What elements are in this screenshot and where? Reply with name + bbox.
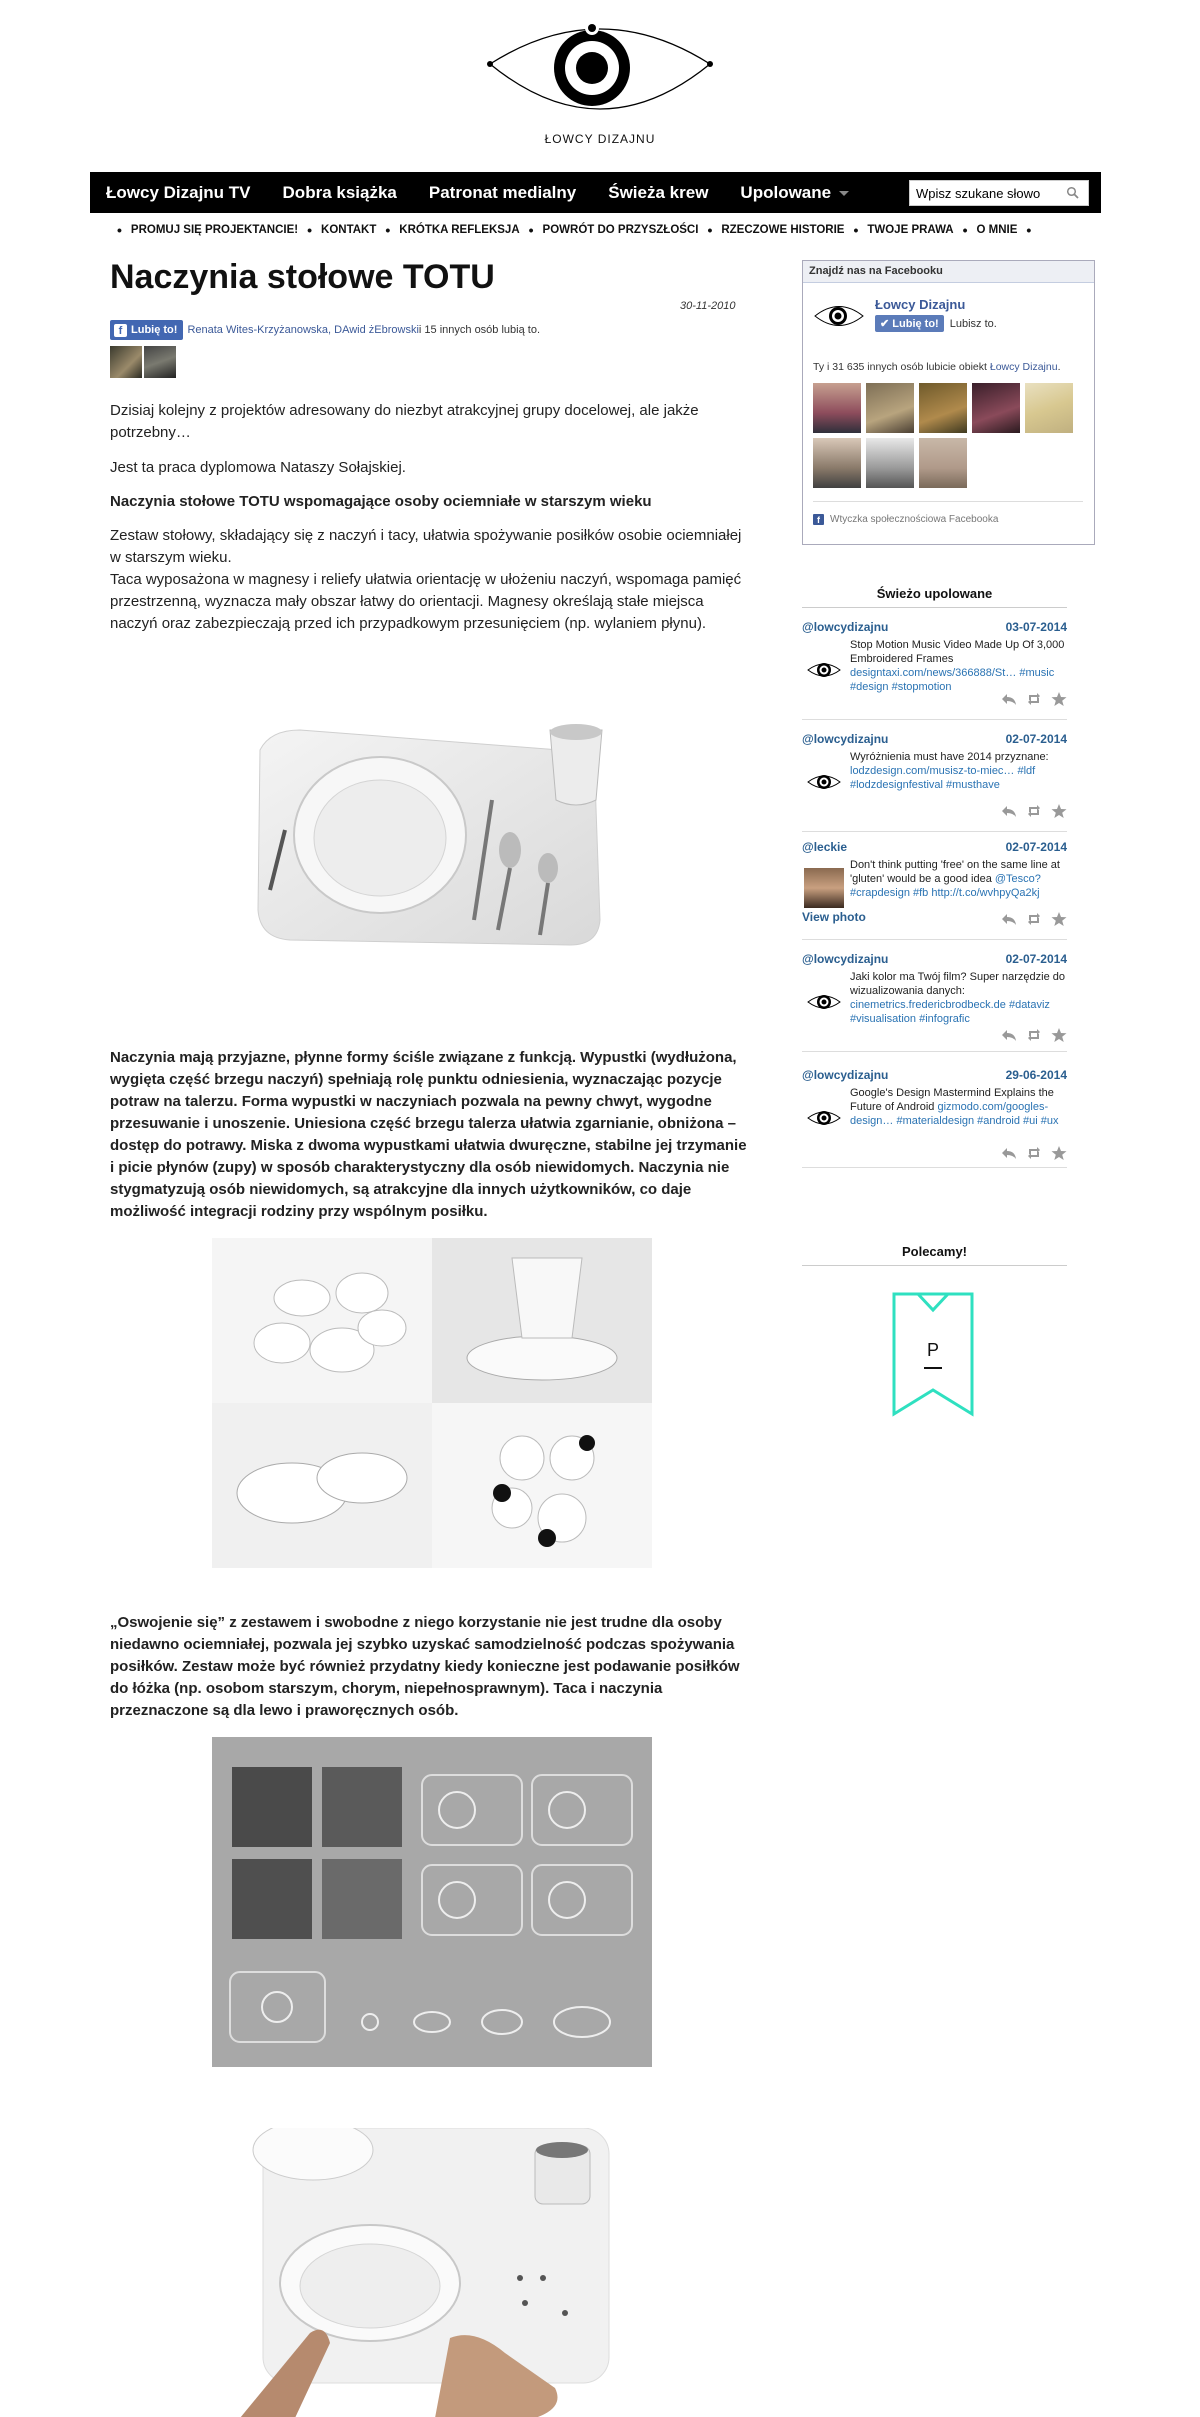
tweet-actions [1001, 804, 1067, 818]
search-input[interactable] [916, 186, 1066, 201]
article-paragraph: Dzisiaj kolejny z projektów adresowany do niezbyt atrakcyjnej grupy docelowej, ale jakże potrzebny… [110, 402, 699, 441]
bullet: • [307, 222, 313, 238]
tweet-actions [1001, 692, 1067, 706]
avatar[interactable] [866, 438, 914, 488]
nav-item-hunted-label: Upolowane [740, 182, 832, 202]
facebook-like-row [110, 320, 540, 340]
tweet-user[interactable]: @lowcydizajnu [802, 732, 889, 746]
liked-button-label: Lubię to! [892, 318, 939, 330]
fan-count-link[interactable]: Łowcy Dizajnu [989, 361, 1058, 373]
main-nav [90, 172, 1101, 213]
logo-caption: ŁOWCY DIZAJNU [544, 132, 656, 146]
tweet [802, 1068, 1067, 1168]
favorite-icon[interactable] [1051, 692, 1067, 706]
retweet-icon[interactable] [1026, 912, 1042, 926]
eye-logo-icon[interactable] [804, 1098, 844, 1138]
facebook-icon: f [813, 514, 824, 525]
bullet: • [853, 222, 859, 238]
tweet [802, 952, 1067, 1052]
facebook-fan-count [813, 361, 1060, 373]
tweet [802, 620, 1067, 720]
nav-item-tv[interactable]: Łowcy Dizajnu TV [106, 182, 251, 202]
like-rest: i 15 innych osób lubią to. [418, 324, 541, 336]
avatar[interactable] [866, 383, 914, 433]
avatar[interactable] [144, 346, 176, 378]
tweet-text [850, 638, 1067, 694]
facebook-icon: f [114, 324, 127, 337]
tweet-links[interactable]: designtaxi.com/news/366888/St… #music #design #stopmotion [850, 667, 1055, 693]
eye-logo-icon[interactable] [804, 650, 844, 690]
tweet-text [850, 858, 1067, 900]
subnav-item-about[interactable]: O MNIE [976, 224, 1018, 236]
tweet-body: Google's Design Mastermind Explains the Future of Android [850, 1087, 1054, 1113]
avatar[interactable] [813, 438, 861, 488]
nav-item-books[interactable]: Dobra książka [282, 182, 397, 202]
reply-icon[interactable] [1001, 692, 1017, 706]
tweet-date[interactable]: 29-06-2014 [1005, 1068, 1067, 1082]
tweet [802, 840, 1067, 940]
liked-button[interactable]: ✔ Lubię to! [875, 315, 944, 332]
eye-logo-icon[interactable] [813, 299, 865, 333]
tweet-body: Jaki kolor ma Twój film? Super narzędzie do wizualizowania danych: [850, 971, 1066, 997]
tweet-actions [1001, 1146, 1067, 1160]
facebook-page-info [813, 293, 1083, 343]
bullet: • [1026, 222, 1032, 238]
reply-icon[interactable] [1001, 804, 1017, 818]
reply-icon[interactable] [1001, 912, 1017, 926]
facebook-page-name[interactable]: Łowcy Dizajnu [875, 297, 966, 312]
retweet-icon[interactable] [1026, 692, 1042, 706]
tweet-user[interactable]: @lowcydizajnu [802, 952, 889, 966]
tweet-links[interactable]: lodzdesign.com/musisz-to-miec… #ldf #lodzdesignfestival #musthave [850, 765, 1036, 791]
site-header [0, 0, 1200, 165]
subnav-item-future[interactable]: POWRÓT DO PRZYSZŁOŚCI [542, 224, 699, 236]
fresh-heading: Świeżo upolowane [802, 586, 1067, 608]
fan-count-text: Ty i 31 635 innych osób lubicie obiekt [813, 361, 990, 373]
recommend-heading: Polecamy! [802, 1244, 1067, 1266]
like-names[interactable]: Renata Wites-Krzyżanowska, DAwid żEbrowski [187, 324, 419, 336]
article-paragraph: Naczynia stołowe TOTU wspomagające osoby ociemniałe w starszym wieku [110, 493, 652, 510]
tweet-body: Wyróżnienia must have 2014 przyznane: [850, 751, 1049, 763]
fan-count-end: . [1057, 361, 1061, 373]
reply-icon[interactable] [1001, 1028, 1017, 1042]
favorite-icon[interactable] [1051, 912, 1067, 926]
tweet-date[interactable]: 02-07-2014 [1005, 732, 1067, 746]
article-paragraph: Taca wyposażona w magnesy i reliefy ułatwia orientację w ułożeniu naczyń, wspomaga pamięć przestrzenną, wyznacza mały obszar łatwy do orientacji. Magnesy określają stałe miejsca naczyń oraz zabezpieczają przed ich przypadkowym przesunięciem (np. wylaniem płynu). [110, 571, 742, 632]
eye-logo-icon[interactable] [485, 14, 715, 132]
bullet: • [528, 222, 534, 238]
nav-item-hunted[interactable] [724, 183, 865, 203]
bullet: • [962, 222, 968, 238]
article-paragraph: Zestaw stołowy, składający się z naczyń i tacy, ułatwia spożywanie posiłków osobie ociemniałej w starszym wieku. [110, 527, 742, 566]
tweet [802, 732, 1067, 832]
avatar[interactable] [919, 383, 967, 433]
article-date: 30-11-2010 [680, 300, 736, 312]
avatar[interactable] [110, 346, 142, 378]
bookmark-logo-icon[interactable] [888, 1290, 978, 1420]
favorite-icon[interactable] [1051, 1028, 1067, 1042]
favorite-icon[interactable] [1051, 804, 1067, 818]
nav-item-patronage[interactable]: Patronat medialny [428, 182, 577, 202]
tweet-user[interactable]: @leckie [802, 840, 848, 854]
chevron-down-icon [839, 191, 849, 196]
tweet-body: Stop Motion Music Video Made Up Of 3,000 Embroidered Frames [850, 639, 1065, 665]
like-avatars [110, 346, 176, 378]
reply-icon[interactable] [1001, 1146, 1017, 1160]
avatar[interactable] [972, 383, 1020, 433]
bowls-collage-photo [212, 1238, 652, 1568]
subnav-item-contact[interactable]: KONTAKT [321, 224, 377, 236]
article-title[interactable]: Naczynia stołowe TOTU [110, 258, 495, 296]
facebook-plugin-label[interactable]: Wtyczka społecznościowa Facebooka [830, 514, 999, 525]
tweet-text [850, 970, 1067, 1026]
sub-nav [108, 220, 1040, 240]
tweet-actions [1001, 1028, 1067, 1042]
tweet-date[interactable]: 02-07-2014 [1005, 952, 1067, 966]
facebook-plugin-footer [813, 501, 1083, 525]
eye-logo-icon[interactable] [804, 762, 844, 802]
eye-logo-icon[interactable] [804, 982, 844, 1022]
tray-photo [230, 690, 630, 960]
project-board-photo [212, 1737, 652, 2067]
facebook-liked-row [875, 315, 997, 332]
nav-item-fresh-blood[interactable]: Świeża krew [608, 182, 709, 202]
avatar[interactable] [1025, 383, 1073, 433]
liked-text: Lubisz to. [949, 317, 997, 330]
facebook-fan-faces [813, 383, 1083, 488]
tweet-user[interactable]: @lowcydizajnu [802, 1068, 889, 1082]
tray-hands-photo [235, 2128, 630, 2417]
article-paragraph: Naczynia mają przyjazne, płynne formy ściśle związane z funkcją. Wypustki (wydłużona, wygięta część brzegu naczyń) spełniają rolę punktu odniesienia, wyznaczając pozycje potraw na talerzu. Forma wypustki w naczyniach pozwala na pewny chwyt, wygodne przesuwanie i unoszenie. Uniesiona część brzegu talerza ułatwia zgarnianie, obniżona – dostęp do potrawy. Miska z dwoma wypustkami ułatwia dwuręczne, stabilne jej trzymanie i picie płynów (zupy) w sposób charakterystyczny dla osób niewidomych. Naczynia nie stygmatyzują osób niewidomych, są atrakcyjne dla innych użytkowników, co daje możliwość integracji rodziny przy wspólnym posiłku. [110, 1049, 747, 1220]
article-paragraph: „Oswojenie się” z zestawem i swobodne z niego korzystanie nie jest trudne dla osoby niedawno ociemniałej, pozwala jej szybko uzyskać samodzielność podczas spożywania posiłków. Zestaw może być również przydatny kiedy konieczne jest podawanie posiłków do łóżka (np. osobom starszym, chorym, niepełnosprawnym). Taca i naczynia przeznaczone są dla lewo i praworęcznych osób. [110, 1614, 740, 1719]
tweet-text [850, 1086, 1067, 1128]
subnav-item-rights[interactable]: TWOJE PRAWA [867, 224, 954, 236]
subnav-item-promote[interactable]: PROMUJ SIĘ PROJEKTANCIE! [130, 224, 299, 236]
tweet-date[interactable]: 02-07-2014 [1005, 840, 1067, 854]
retweet-icon[interactable] [1026, 1146, 1042, 1160]
retweet-icon[interactable] [1026, 804, 1042, 818]
tweet-date[interactable]: 03-07-2014 [1005, 620, 1067, 634]
bullet: • [707, 222, 713, 238]
tweet-links[interactable]: @Tesco? #crapdesign #fb http://t.co/wvhpyQa2kj [850, 873, 1041, 899]
search-icon[interactable] [1066, 186, 1080, 200]
tweet-body: Don't think putting 'free' on the same line at 'gluten' would be a good idea [850, 859, 1060, 885]
avatar[interactable] [919, 438, 967, 488]
retweet-icon[interactable] [1026, 1028, 1042, 1042]
like-button[interactable] [110, 320, 183, 340]
tweet-links[interactable]: cinemetrics.fredericbrodbeck.de #dataviz #visualisation #infografic [850, 999, 1050, 1025]
facebook-widget-header: Znajdź nas na Facebooku [803, 261, 1094, 283]
search-box [909, 180, 1089, 206]
article-paragraph: Jest ta praca dyplomowa Nataszy Sołajskiej. [110, 459, 406, 476]
like-button-label: Lubię to! [131, 324, 178, 336]
bullet: • [385, 222, 391, 238]
tweet-links[interactable]: gizmodo.com/googles-design… #materialdesign #android #ui #ux [850, 1101, 1059, 1127]
tweet-text [850, 750, 1067, 792]
svg-text:P: P [926, 1340, 940, 1360]
facebook-widget [802, 260, 1095, 545]
tweet-user[interactable]: @lowcydizajnu [802, 620, 889, 634]
avatar[interactable] [804, 868, 844, 908]
avatar[interactable] [813, 383, 861, 433]
view-photo-link[interactable]: View photo [802, 910, 866, 924]
bullet: • [117, 222, 122, 238]
favorite-icon[interactable] [1051, 1146, 1067, 1160]
subnav-item-reflection[interactable]: KRÓTKA REFLEKSJA [399, 224, 520, 236]
subnav-item-stories[interactable]: RZECZOWE HISTORIE [721, 224, 845, 236]
tweet-actions [1001, 912, 1067, 926]
